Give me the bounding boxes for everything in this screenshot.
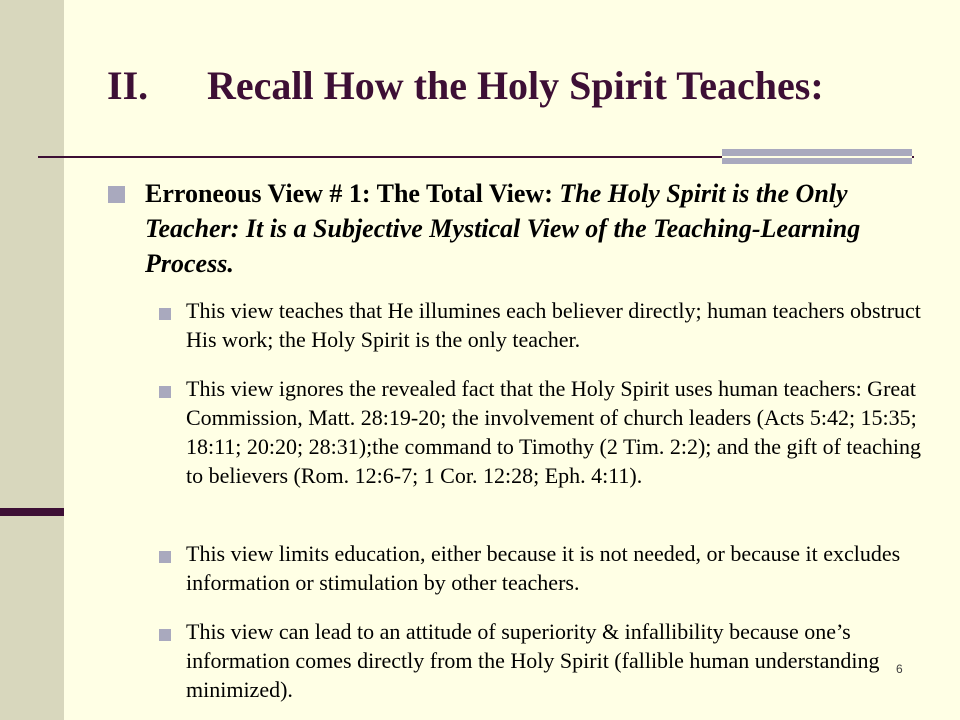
sub-bullet-icon — [159, 629, 171, 641]
sub-bullet-icon — [159, 308, 171, 320]
slide-number: 6 — [896, 662, 903, 676]
main-bullet-icon — [108, 186, 125, 203]
sub-bullet-icon — [159, 551, 171, 563]
slide-title — [107, 62, 824, 109]
left-bar-accent — [0, 508, 64, 516]
left-decorative-bar — [0, 0, 64, 720]
sub-point: This view teaches that He illumines each believer directly; human teachers obstruct His work; the Holy Spirit is the only teacher. — [186, 298, 921, 352]
sub-bullet-icon — [159, 386, 171, 398]
sub-point: This view can lead to an attitude of superiority & infallibility because one’s information comes directly from the Holy Spirit (fallible human understanding minimized). — [186, 619, 880, 702]
main-point-lead: Erroneous View # 1: The Total View: — [145, 179, 560, 208]
sub-point: This view limits education, either because it is not needed, or because it excludes information or stimulation by other teachers. — [186, 541, 901, 595]
main-point-italic: The Holy Spirit is the Only Teacher: It is a Subjective Mystical View of the Teaching-Learning Process. — [145, 179, 861, 278]
title-text: Recall How the Holy Spirit Teaches: — [207, 63, 824, 108]
main-point — [145, 176, 935, 281]
sub-point: This view ignores the revealed fact that the Holy Spirit uses human teachers: Great Commission, Matt. 28:19-20; the involvement of church leaders (Acts 5:42; 15:35; 18:11; 20:20; 28:31);the command to Timothy (2 Tim. 2:2); and the gift of teaching to believers (Rom. 12:6-7; 1 Cor. 12:28; Eph. 4:11). — [186, 376, 921, 488]
title-number: II. — [107, 63, 149, 108]
title-divider-accent — [722, 149, 912, 164]
